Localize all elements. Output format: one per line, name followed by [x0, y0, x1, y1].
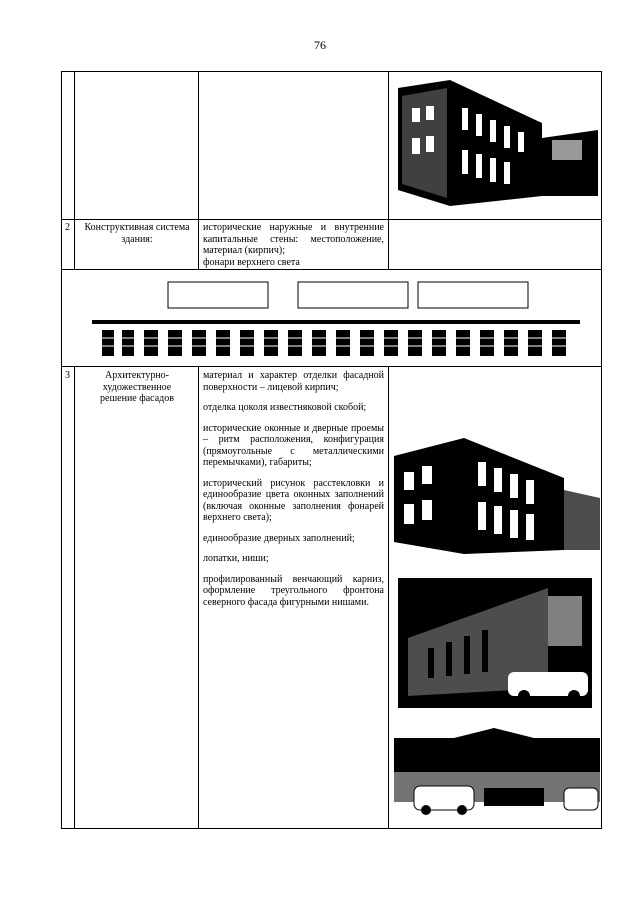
col-divider: [74, 366, 75, 829]
description-paragraph: исторический рисунок расстекловки и единообразие цвета оконных заполнений (включая оконные заполнения фонарей верхнего света);: [203, 477, 384, 523]
description-paragraph: отделка цоколя известняковой скобой;: [203, 402, 367, 413]
row-title: Архитектурно-художественное решение фасадов: [100, 370, 174, 404]
description-line: исторические наружные и внутренние капитальные стены: местоположение, материал (кирпич);: [203, 222, 384, 256]
col-divider: [198, 366, 199, 829]
description-line: фонари верхнего света: [203, 256, 300, 268]
col-divider: [388, 72, 389, 269]
col-divider: [388, 366, 389, 829]
description-paragraph: исторические оконные и дверные проемы – ритм расположения, конфигурация (прямоугольные с металлическими перемычками), габариты;: [203, 422, 384, 468]
row-divider: [62, 366, 601, 367]
row-divider: [62, 269, 601, 270]
building-photo: [394, 438, 600, 554]
description-paragraph: материал и характер отделки фасадной поверхности – лицевой кирпич;: [203, 370, 384, 393]
row-description: [203, 222, 384, 268]
row-description: [203, 370, 384, 617]
description-paragraph: профилированный венчающий карниз, оформление треугольного фронтона северного фасада фигурными нишами.: [203, 573, 384, 608]
row-title: Конструктивная система здания:: [84, 222, 190, 245]
page-number: 76: [314, 38, 326, 52]
building-photo: [398, 578, 592, 708]
facade-panorama-photo: [88, 276, 584, 362]
col-divider: [198, 72, 199, 269]
col-divider: [74, 72, 75, 269]
row-number: 3: [65, 370, 70, 381]
description-paragraph: единообразие дверных заполнений;: [203, 532, 355, 544]
row-divider: [62, 219, 601, 220]
building-photo: [394, 728, 600, 822]
building-photo: [392, 78, 598, 206]
description-paragraph: лопатки, ниши;: [203, 553, 269, 564]
row-number: 2: [65, 222, 70, 233]
